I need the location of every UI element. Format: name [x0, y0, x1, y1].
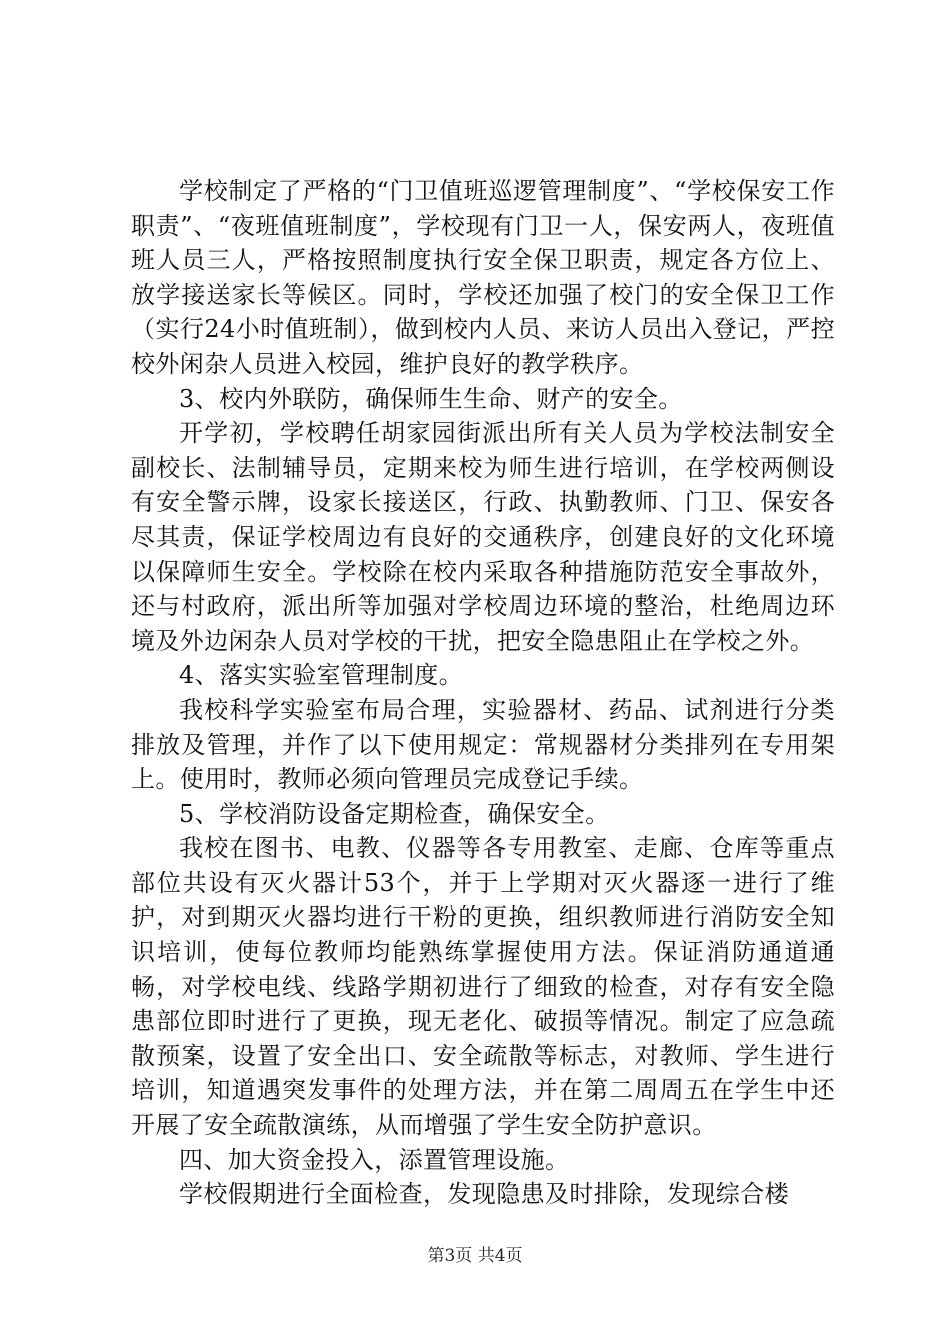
heading-lab-management: 4、落实实验室管理制度。 [179, 661, 464, 690]
document-body [131, 174, 835, 1212]
paragraph-security-duty: 学校制定了严格的“门卫值班巡逻管理制度”、“学校保安工作职责”、“夜班值班制度”，学校现有门卫一人，保安两人，夜班值班人员三人，严格按照制度执行安全保卫职责，规定各方位上、放学接送家长等候区。同时，学校还加强了校门的安全保卫工作（实行24小时值班制），做到校内人员、来访人员出入登记，严控校外闲杂人员进入校园，维护良好的教学秩序。 [131, 177, 835, 378]
heading-funding: 四、加大资金投入，添置管理设施。 [179, 1145, 570, 1174]
heading-fire-safety: 5、学校消防设备定期检查，确保安全。 [179, 799, 610, 828]
paragraph-funding: 学校假期进行全面检查，发现隐患及时排除，发现综合楼 [179, 1180, 789, 1209]
paragraph-joint-defense: 开学初，学校聘任胡家园街派出所有关人员为学校法制安全副校长、法制辅导员，定期来校为师生进行培训，在学校两侧设有安全警示牌，设家长接送区，行政、执勤教师、门卫、保安各尽其责，保证学校周边有良好的交通秩序，创建良好的文化环境以保障师生安全。学校除在校内采取各种措施防范安全事故外，还与村政府，派出所等加强对学校周边环境的整治，杜绝周边环境及外边闲杂人员对学校的干扰，把安全隐患阻止在学校之外。 [131, 419, 835, 655]
paragraph-lab-management: 我校科学实验室布局合理，实验器材、药品、试剂进行分类排放及管理，并作了以下使用规定：常规器材分类排列在专用架上。使用时，教师必须向管理员完成登记手续。 [131, 695, 835, 794]
paragraph-fire-safety: 我校在图书、电教、仪器等各专用教室、走廊、仓库等重点部位共设有灭火器计53个，并于上学期对灭火器逐一进行了维护，对到期灭火器均进行干粉的更换，组织教师进行消防安全知识培训，使每位教师均能熟练掌握使用方法。保证消防通道通畅，对学校电线、线路学期初进行了细致的检查，对存有安全隐患部位即时进行了更换，现无老化、破损等情况。制定了应急疏散预案，设置了安全出口、安全疏散等标志，对教师、学生进行培训，知道遇突发事件的处理方法，并在第二周周五在学生中还开展了安全疏散演练，从而增强了学生安全防护意识。 [131, 834, 835, 1140]
heading-joint-defense: 3、校内外联防，确保师生生命、财产的安全。 [179, 384, 683, 413]
page-footer: 第3页 共4页 [427, 1246, 523, 1266]
